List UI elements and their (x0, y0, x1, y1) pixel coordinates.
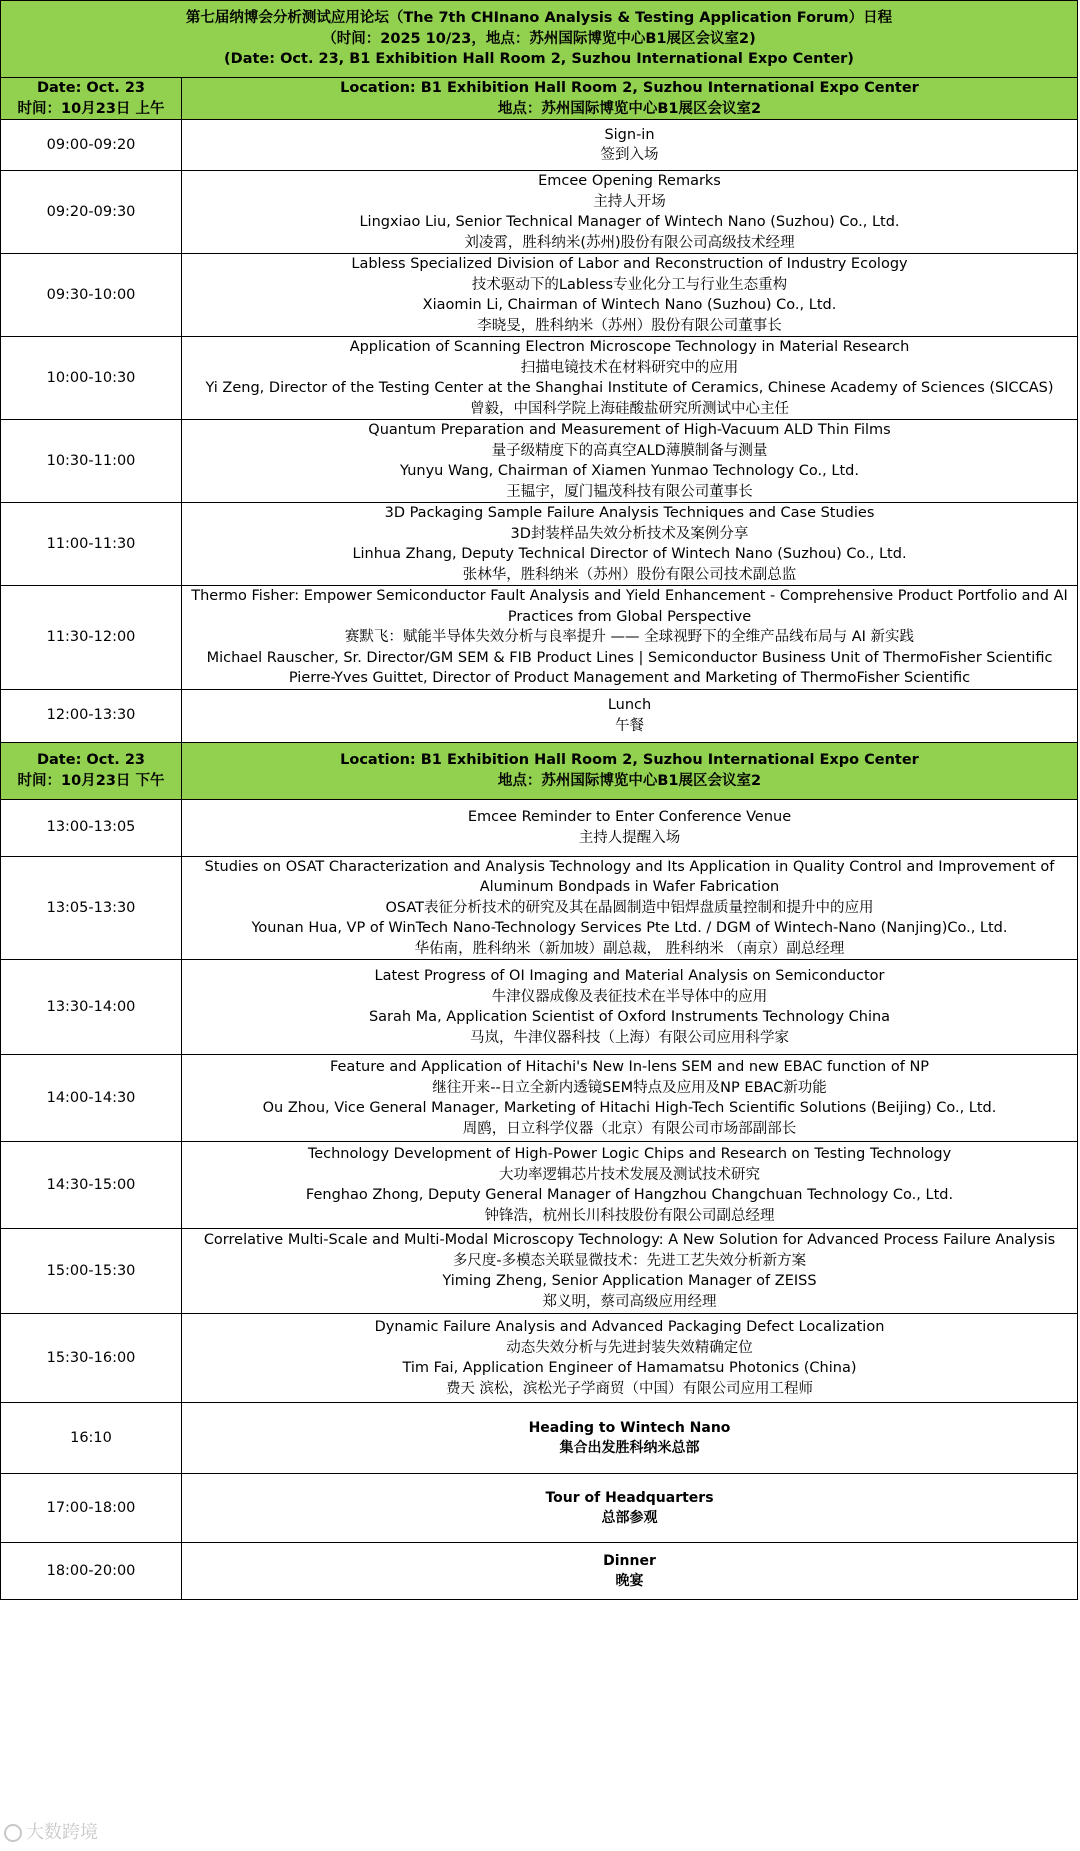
watermark-logo-icon (4, 1824, 22, 1842)
session-line: 费天 滨松，滨松光子学商贸（中国）有限公司应用工程师 (445, 1380, 814, 1397)
session-row (1, 586, 1078, 690)
morning-location-cn: 地点：苏州国际博览中心B1展区会议室2 (497, 100, 762, 117)
session-row (1, 1055, 1078, 1142)
session-content (182, 960, 1078, 1055)
session-time: 13:30-14:00 (1, 960, 182, 1055)
session-content (182, 856, 1078, 960)
session-line: 华佑南，胜科纳米（新加坡）副总裁， 胜科纳米 （南京）副总经理 (414, 940, 845, 957)
session-line: 继往开来--日立全新内透镜SEM特点及应用及NP EBAC新功能 (432, 1079, 827, 1096)
session-content (182, 1543, 1078, 1600)
afternoon-location (182, 742, 1078, 799)
session-line: 晚宴 (615, 1573, 644, 1589)
afternoon-sessions (1, 799, 1078, 1600)
session-line: 曾毅，中国科学院上海硅酸盐研究所测试中心主任 (470, 400, 789, 417)
afternoon-date-cn: 时间：10月23日 下午 (17, 772, 165, 789)
session-line: 3D封装样品失效分析技术及案例分享 (510, 525, 749, 542)
session-line: OSAT表征分析技术的研究及其在晶圆制造中铝焊盘质量控制和提升中的应用 (385, 899, 874, 916)
session-row (1, 420, 1078, 503)
session-time: 13:05-13:30 (1, 856, 182, 960)
session-line: Latest Progress of OI Imaging and Material Analysis on Semiconductor (374, 968, 885, 984)
session-row (1, 254, 1078, 337)
afternoon-header-row (1, 742, 1078, 799)
session-time: 13:00-13:05 (1, 799, 182, 856)
session-line: Labless Specialized Division of Labor and Reconstruction of Industry Ecology (351, 256, 908, 272)
morning-sessions (1, 120, 1078, 743)
session-line: Yi Zeng, Director of the Testing Center at the Shanghai Institute of Ceramics, Chinese Academy of Sciences (SICCAS) (205, 380, 1054, 396)
session-line: 王韫宇，厦门韫茂科技有限公司董事长 (506, 483, 753, 500)
session-row (1, 120, 1078, 171)
session-line: 周鸥，日立科学仪器（北京）有限公司市场部副部长 (462, 1120, 797, 1137)
session-line: 郑义明，蔡司高级应用经理 (542, 1293, 717, 1310)
session-content (182, 1403, 1078, 1474)
session-time: 09:20-09:30 (1, 171, 182, 254)
session-time: 09:00-09:20 (1, 120, 182, 171)
session-content (182, 1474, 1078, 1543)
session-time: 14:30-15:00 (1, 1142, 182, 1229)
session-line: Michael Rauscher, Sr. Director/GM SEM & FIB Product Lines | Semiconductor Business Unit of ThermoFisher Scientific (206, 649, 1053, 666)
session-row (1, 1314, 1078, 1403)
watermark (4, 1818, 98, 1844)
session-row (1, 799, 1078, 856)
session-row (1, 1229, 1078, 1314)
session-content (182, 689, 1078, 742)
session-content (182, 1229, 1078, 1314)
session-line: Pierre-Yves Guittet, Director of Product Management and Marketing of ThermoFisher Scientific (288, 670, 971, 686)
session-line: Emcee Opening Remarks (538, 173, 721, 189)
afternoon-date (1, 742, 182, 799)
morning-location-en: Location: B1 Exhibition Hall Room 2, Suzhou International Expo Center (340, 80, 919, 96)
session-time: 09:30-10:00 (1, 254, 182, 337)
session-line: 动态失效分析与先进封装失效精确定位 (506, 1339, 753, 1356)
session-row (1, 1403, 1078, 1474)
session-line: Feature and Application of Hitachi's New In-lens SEM and new EBAC function of NP (329, 1059, 930, 1075)
session-line: Ou Zhou, Vice General Manager, Marketing of Hitachi High-Tech Scientific Solutions (Beijing) Co., Ltd. (262, 1100, 997, 1116)
session-line: Sign-in (604, 126, 655, 143)
session-row (1, 856, 1078, 960)
session-line: 李晓旻，胜科纳米（苏州）股份有限公司董事长 (477, 317, 782, 334)
afternoon-date-en: Date: Oct. 23 (36, 752, 146, 768)
session-content (182, 120, 1078, 171)
session-line: 午餐 (615, 717, 644, 734)
session-line: 牛津仪器成像及表征技术在半导体中的应用 (491, 988, 768, 1005)
session-content (182, 1314, 1078, 1403)
session-line: Yiming Zheng, Senior Application Manager of ZEISS (442, 1273, 817, 1289)
session-line: Younan Hua, VP of WinTech Nano-Technology Services Pte Ltd. / DGM of Wintech-Nano (Nanjing)Co., Ltd. (251, 920, 1008, 936)
morning-date-cn: 时间：10月23日 上午 (17, 100, 165, 117)
afternoon-location-cn: 地点：苏州国际博览中心B1展区会议室2 (497, 772, 762, 789)
session-line: Technology Development of High-Power Logic Chips and Research on Testing Technology (307, 1146, 952, 1162)
session-content (182, 799, 1078, 856)
forum-title-line2: （时间：2025 10/23，地点：苏州国际博览中心B1展区会议室2) (322, 30, 756, 47)
session-row (1, 1142, 1078, 1229)
forum-title (1, 1, 1078, 78)
session-line: Dynamic Failure Analysis and Advanced Packaging Defect Localization (374, 1319, 885, 1335)
session-line: 扫描电镜技术在材料研究中的应用 (520, 359, 739, 376)
session-line: Linhua Zhang, Deputy Technical Director of Wintech Nano (Suzhou) Co., Ltd. (352, 546, 907, 562)
session-time: 18:00-20:00 (1, 1543, 182, 1600)
afternoon-location-en: Location: B1 Exhibition Hall Room 2, Suzhou International Expo Center (340, 752, 919, 768)
session-content (182, 337, 1078, 420)
session-time: 12:00-13:30 (1, 689, 182, 742)
watermark-text: 大数跨境 (26, 1822, 98, 1843)
morning-date (1, 78, 182, 120)
session-line: 赛默飞：赋能半导体失效分析与良率提升 —— 全球视野下的全维产品线布局与 AI 新实践 (344, 629, 915, 645)
session-content (182, 1055, 1078, 1142)
session-line: Yunyu Wang, Chairman of Xiamen Yunmao Technology Co., Ltd. (400, 463, 859, 479)
session-line: Correlative Multi-Scale and Multi-Modal Microscopy Technology: A New Solution for Advanced Process Failure Analysis (203, 1232, 1056, 1248)
session-line: 总部参观 (601, 1510, 658, 1526)
session-line: Lunch (607, 697, 652, 713)
session-line: 多尺度-多模态关联显微技术：先进工艺失效分析新方案 (452, 1252, 807, 1269)
session-line: Fenghao Zhong, Deputy General Manager of Hangzhou Changchuan Technology Co., Ltd. (305, 1187, 954, 1203)
session-line: 集合出发胜科纳米总部 (559, 1440, 700, 1456)
session-content (182, 420, 1078, 503)
session-time: 14:00-14:30 (1, 1055, 182, 1142)
session-line: Studies on OSAT Characterization and Analysis Technology and Its Application in Quality Control and Improvement of Aluminum Bondpads in Wafer Fabrication (204, 858, 1055, 895)
session-line: 大功率逻辑芯片技术发展及测试技术研究 (499, 1166, 760, 1183)
session-line: Thermo Fisher: Empower Semiconductor Fault Analysis and Yield Enhancement - Comprehensive Product Portfolio and AI Practices from Global Perspective (191, 588, 1068, 625)
session-line: 技术驱动下的Labless专业化分工与行业生态重构 (471, 276, 788, 293)
session-content (182, 1142, 1078, 1229)
title-row (1, 1, 1078, 78)
session-time: 10:00-10:30 (1, 337, 182, 420)
session-line: 主持人提醒入场 (578, 829, 681, 846)
session-line: 马岚，牛津仪器科技（上海）有限公司应用科学家 (470, 1029, 789, 1046)
session-time: 11:00-11:30 (1, 503, 182, 586)
session-time: 10:30-11:00 (1, 420, 182, 503)
session-line: Sarah Ma, Application Scientist of Oxford Instruments Technology China (368, 1009, 891, 1025)
morning-date-en: Date: Oct. 23 (36, 80, 146, 96)
session-line: Dinner (603, 1552, 656, 1569)
session-line: Tour of Headquarters (545, 1489, 714, 1506)
session-line: Quantum Preparation and Measurement of High-Vacuum ALD Thin Films (368, 422, 891, 438)
session-time: 11:30-12:00 (1, 586, 182, 690)
session-line: 刘凌霄，胜科纳米(苏州)股份有限公司高级技术经理 (464, 234, 795, 251)
session-line: 量子级精度下的高真空ALD薄膜制备与测量 (491, 442, 768, 459)
session-content (182, 171, 1078, 254)
forum-title-line3: (Date: Oct. 23, B1 Exhibition Hall Room 2, Suzhou International Expo Center) (224, 51, 854, 68)
session-line: Heading to Wintech Nano (528, 1419, 731, 1436)
session-line: 签到入场 (600, 147, 659, 163)
session-line: 钟锋浩，杭州长川科技股份有限公司副总经理 (484, 1207, 775, 1224)
session-line: Tim Fai, Application Engineer of Hamamatsu Photonics (China) (402, 1360, 857, 1376)
morning-location (182, 78, 1078, 120)
forum-title-line1: 第七届纳博会分析测试应用论坛（The 7th CHInano Analysis & Testing Application Forum）日程 (185, 10, 893, 27)
morning-header-row (1, 78, 1078, 120)
session-line: 主持人开场 (593, 193, 666, 210)
session-row (1, 1474, 1078, 1543)
session-line: 3D Packaging Sample Failure Analysis Techniques and Case Studies (384, 505, 875, 521)
session-line: Xiaomin Li, Chairman of Wintech Nano (Suzhou) Co., Ltd. (422, 297, 837, 313)
session-content (182, 586, 1078, 690)
session-line: Lingxiao Liu, Senior Technical Manager of Wintech Nano (Suzhou) Co., Ltd. (359, 214, 900, 230)
session-row (1, 960, 1078, 1055)
session-content (182, 254, 1078, 337)
session-row (1, 503, 1078, 586)
session-content (182, 503, 1078, 586)
session-row (1, 337, 1078, 420)
session-line: Application of Scanning Electron Microscope Technology in Material Research (349, 339, 910, 355)
session-time: 15:30-16:00 (1, 1314, 182, 1403)
session-time: 16:10 (1, 1403, 182, 1474)
session-line: Emcee Reminder to Enter Conference Venue (467, 809, 792, 825)
session-line: 张林华，胜科纳米（苏州）股份有限公司技术副总监 (462, 566, 797, 583)
session-row (1, 689, 1078, 742)
session-time: 15:00-15:30 (1, 1229, 182, 1314)
session-time: 17:00-18:00 (1, 1474, 182, 1543)
session-row (1, 1543, 1078, 1600)
session-row (1, 171, 1078, 254)
